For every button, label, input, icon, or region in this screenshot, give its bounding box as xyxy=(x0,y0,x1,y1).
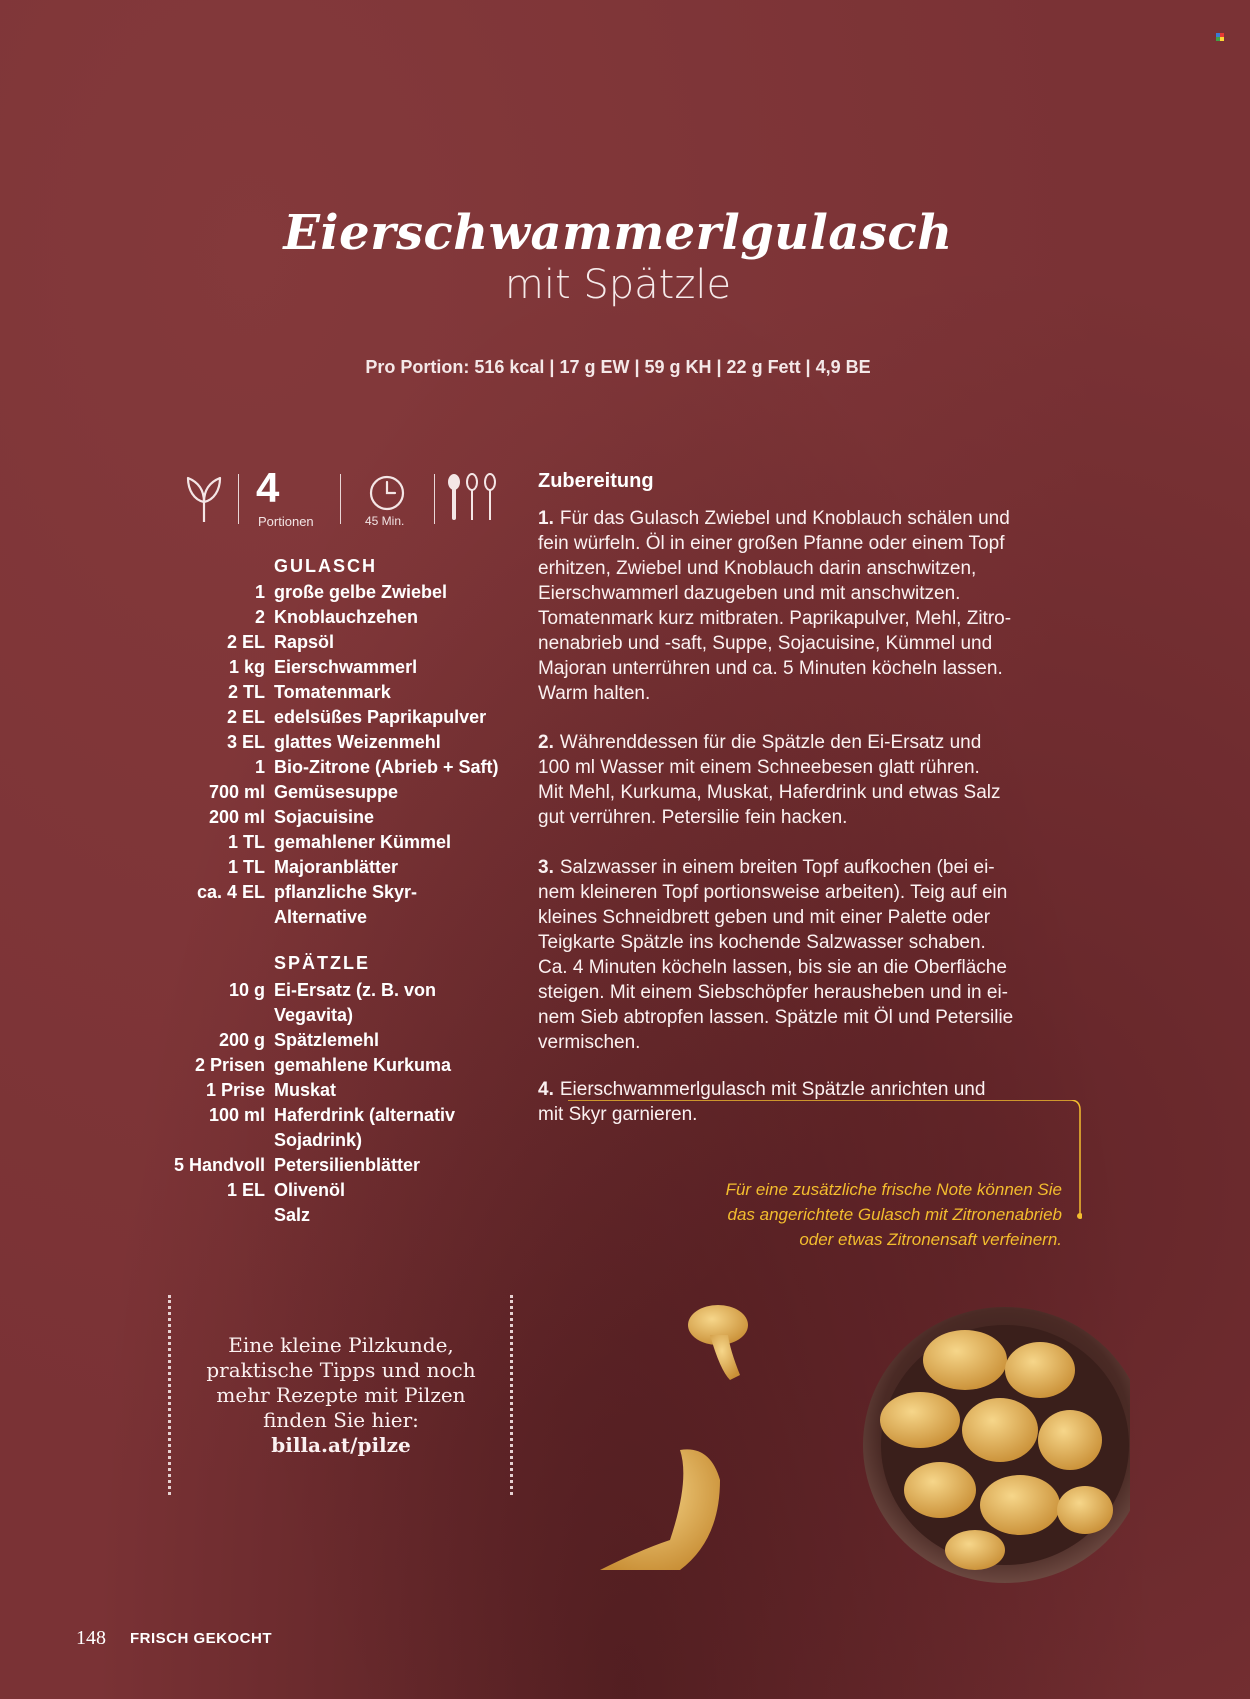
ingredient-name-line: Sojadrink) xyxy=(274,1130,363,1150)
step-text: erhitzen, Zwiebel und Knoblauch darin anschwitzen, xyxy=(538,558,977,579)
ingredient-name xyxy=(274,1078,534,1103)
ingredient-quantity: 2 xyxy=(254,607,265,627)
ingredient-name xyxy=(274,755,534,780)
ingredient-name xyxy=(274,730,534,755)
ingredient-name-line: pflanzliche Skyr- xyxy=(274,882,418,902)
ingredient-name xyxy=(274,780,534,805)
step-number: 3. xyxy=(538,857,554,878)
preparation-step xyxy=(538,855,1078,1055)
step-line xyxy=(538,1030,1078,1055)
ingredient-quantity: 2 EL xyxy=(226,707,265,727)
ingredient-name xyxy=(274,680,534,705)
step-text: Tomatenmark kurz mitbraten. Paprikapulver, Mehl, Zitro- xyxy=(538,608,1012,629)
utensils-icon xyxy=(444,472,500,524)
ingredient-name-line: Majoranblätter xyxy=(274,857,399,877)
step-text: gut verrühren. Petersilie fein hacken. xyxy=(538,807,848,828)
ingredient-quantity: 1 EL xyxy=(226,1180,265,1200)
ingredient-name xyxy=(274,1053,534,1078)
step-number: 1. xyxy=(538,508,554,529)
plant-icon xyxy=(184,474,224,524)
ingredient-name-line: große gelbe Zwiebel xyxy=(274,582,448,602)
ingredient-name xyxy=(274,655,534,680)
ingredient-quantity: 1 TL xyxy=(227,832,265,852)
ingredient-name-line: Spätzlemehl xyxy=(274,1030,380,1050)
page-number: 148 xyxy=(76,1627,106,1649)
ingredient-quantity: 1 Prise xyxy=(205,1080,265,1100)
ingredient-name-line: Eierschwammerl xyxy=(274,657,418,677)
step-line xyxy=(538,606,1078,631)
ingredient-name-line: gemahlene Kurkuma xyxy=(274,1055,452,1075)
promo-line: finden Sie hier: xyxy=(263,1408,419,1432)
ingredient-name xyxy=(274,580,534,605)
step-text: fein würfeln. Öl in einer großen Pfanne oder einem Topf xyxy=(538,533,1005,554)
nutrition-info: Pro Portion: 516 kcal | 17 g EW | 59 g KH | 22 g Fett | 4,9 BE xyxy=(365,357,871,377)
ingredient-name xyxy=(274,630,534,655)
ingredient-name-line: Petersilienblätter xyxy=(274,1155,421,1175)
ingredient-quantity: 1 xyxy=(254,582,265,602)
step-line xyxy=(538,506,1078,531)
step-line xyxy=(538,730,1078,755)
ingredient-quantity: 2 EL xyxy=(226,632,265,652)
promo-line: mehr Rezepte mit Pilzen xyxy=(216,1383,466,1407)
ingredient-name-line: Salz xyxy=(274,1205,311,1225)
ingredient-name xyxy=(274,805,534,830)
step-line xyxy=(538,805,1078,830)
step-line xyxy=(538,581,1078,606)
ingredient-name xyxy=(274,605,534,630)
ingredient-name-line: edelsüßes Paprikapulver xyxy=(274,707,487,727)
tip-line: oder etwas Zitronensaft verfeinern. xyxy=(799,1230,1062,1249)
ingredient-name-line: Gemüsesuppe xyxy=(274,782,399,802)
ingredients-heading-spaetzle: SPÄTZLE xyxy=(274,953,371,973)
tip-text xyxy=(620,1177,1062,1252)
step-text: nem Sieb abtropfen lassen. Spätzle mit Öl und Petersilie xyxy=(538,1007,1014,1028)
ingredient-quantity: 3 EL xyxy=(226,732,265,752)
step-text: steigen. Mit einem Siebschöpfer herausheben und in ei- xyxy=(538,982,1009,1003)
step-line xyxy=(538,656,1078,681)
step-text: Für das Gulasch Zwiebel und Knoblauch schälen und xyxy=(559,508,1010,529)
step-text: Warm halten. xyxy=(538,683,651,704)
ingredient-name-line: gemahlener Kümmel xyxy=(274,832,452,852)
ingredient-name xyxy=(274,830,534,855)
step-line xyxy=(538,855,1078,880)
step-text: mit Skyr garnieren. xyxy=(538,1104,698,1125)
step-text: Eierschwammerlgulasch mit Spätzle anrichten und xyxy=(559,1079,986,1100)
recipe-subtitle: mit Spätzle xyxy=(504,262,732,308)
ingredient-name-line: Rapsöl xyxy=(274,632,335,652)
ingredient-name xyxy=(274,1103,534,1153)
ingredient-quantity: 1 TL xyxy=(227,857,265,877)
ingredient-quantity: 1 kg xyxy=(228,657,265,677)
preparation-title: Zubereitung xyxy=(538,470,654,492)
ingredient-quantity: 200 g xyxy=(218,1030,265,1050)
step-text: 100 ml Wasser mit einem Schneebesen glatt rühren. xyxy=(538,757,980,778)
ingredient-quantity: 1 xyxy=(254,757,265,777)
ingredient-name xyxy=(274,1028,534,1053)
corner-mark-icon xyxy=(1216,33,1224,41)
ingredient-quantity: 5 Handvoll xyxy=(173,1155,265,1175)
step-line xyxy=(538,980,1078,1005)
step-text: vermischen. xyxy=(538,1032,641,1053)
step-text: nenabrieb und -saft, Suppe, Sojacuisine, Kümmel und xyxy=(538,633,993,654)
time-label: 45 Min. xyxy=(365,514,405,528)
ingredient-name xyxy=(274,1178,534,1203)
ingredient-name xyxy=(274,1203,534,1228)
promo-line: praktische Tipps und noch xyxy=(206,1358,476,1382)
clock-icon xyxy=(368,474,406,512)
ingredient-quantity: 700 ml xyxy=(208,782,265,802)
step-text: Majoran unterrühren und ca. 5 Minuten köcheln lassen. xyxy=(538,658,1003,679)
ingredient-name-line: glattes Weizenmehl xyxy=(274,732,441,752)
step-line xyxy=(538,905,1078,930)
recipe-title: Eierschwammerlgulasch xyxy=(283,205,953,261)
ingredient-name-line: Olivenöl xyxy=(274,1180,346,1200)
ingredient-name xyxy=(274,880,534,930)
ingredient-name-line: Sojacuisine xyxy=(274,807,375,827)
ingredient-name xyxy=(274,855,534,880)
ingredient-name-line: Muskat xyxy=(274,1080,337,1100)
step-number: 4. xyxy=(538,1079,554,1100)
ingredient-name xyxy=(274,978,534,1028)
step-text: Währenddessen für die Spätzle den Ei-Ersatz und xyxy=(559,732,982,753)
step-text: Ca. 4 Minuten köcheln lassen, bis sie an die Oberfläche xyxy=(538,957,1007,978)
step-line xyxy=(538,930,1078,955)
step-number: 2. xyxy=(538,732,554,753)
preparation-step xyxy=(538,506,1078,706)
promo-text xyxy=(196,1333,486,1458)
step-text: Mit Mehl, Kurkuma, Muskat, Haferdrink und etwas Salz xyxy=(538,782,1001,803)
step-line xyxy=(538,1005,1078,1030)
tip-line: Für eine zusätzliche frische Note können Sie xyxy=(725,1180,1062,1199)
ingredients-heading-gulasch: GULASCH xyxy=(274,556,377,576)
magazine-name: FRISCH GEKOCHT xyxy=(130,1630,272,1647)
promo-line: Eine kleine Pilzkunde, xyxy=(228,1333,454,1357)
ingredient-name-line: Vegavita) xyxy=(274,1005,354,1025)
step-line xyxy=(538,780,1078,805)
ingredient-quantity: ca. 4 EL xyxy=(196,882,265,902)
ingredient-name xyxy=(274,1153,534,1178)
ingredient-name-line: Alternative xyxy=(274,907,368,927)
step-line xyxy=(538,531,1078,556)
step-line xyxy=(538,880,1078,905)
step-text: nem kleineren Topf portionsweise arbeiten). Teig auf ein xyxy=(538,882,1008,903)
step-line xyxy=(538,1077,1078,1102)
step-text: Teigkarte Spätzle ins kochende Salzwasser schaben. xyxy=(538,932,986,953)
step-line xyxy=(538,955,1078,980)
recipe-meta-row xyxy=(182,464,502,530)
step-text: Eierschwammerl dazugeben und mit anschwitzen. xyxy=(538,583,961,604)
ingredient-name-line: Ei-Ersatz (z. B. von xyxy=(274,980,437,1000)
step-text: Salzwasser in einem breiten Topf aufkochen (bei ei- xyxy=(559,857,995,878)
ingredient-quantity: 10 g xyxy=(228,980,265,1000)
ingredient-quantity: 100 ml xyxy=(208,1105,265,1125)
step-line xyxy=(538,631,1078,656)
mushroom-bowl-photo xyxy=(570,1280,1130,1620)
ingredient-name-line: Tomatenmark xyxy=(274,682,391,702)
ingredient-name-line: Haferdrink (alternativ xyxy=(274,1105,456,1125)
ingredient-name-line: Bio-Zitrone (Abrieb + Saft) xyxy=(274,757,499,777)
ingredient-name-line: Knoblauchzehen xyxy=(274,607,419,627)
servings-number: 4 xyxy=(256,464,280,511)
preparation-step xyxy=(538,730,1078,830)
promo-link[interactable]: billa.at/pilze xyxy=(271,1433,411,1457)
step-line xyxy=(538,556,1078,581)
step-text: kleines Schneidbrett geben und mit einer Palette oder xyxy=(538,907,991,928)
ingredient-quantity: 2 Prisen xyxy=(194,1055,265,1075)
ingredient-quantity: 200 ml xyxy=(208,807,265,827)
ingredient-quantity: 2 TL xyxy=(227,682,265,702)
servings-label: Portionen xyxy=(258,514,314,529)
tip-line: das angerichtete Gulasch mit Zitronenabrieb xyxy=(727,1205,1062,1224)
step-line xyxy=(538,681,1078,706)
step-line xyxy=(538,755,1078,780)
ingredient-name xyxy=(274,705,534,730)
